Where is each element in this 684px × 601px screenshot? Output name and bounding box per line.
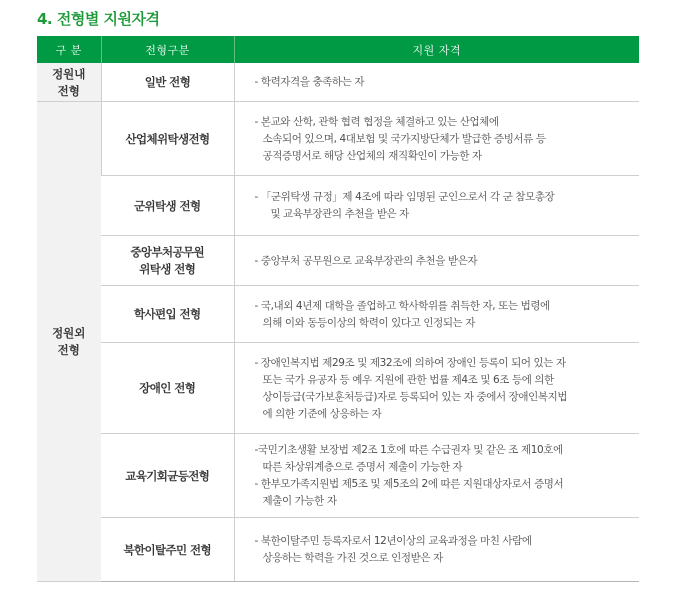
qualification: - 장애인복지법 제29조 및 제32조에 의하여 장애인 등록이 되어 있는 자 또는 국가 유공자 등 예우 지원에 관한 법률 제4조 및 6조 등에 의한 상이등급(국가보훈처등급)자로 등록되어 있는 자 중에서 장애인복지법 에 의한 기준에 상응하는 자: [234, 343, 639, 434]
qualification: - 국,내외 4년제 대학을 졸업하고 학사학위를 취득한 자, 또는 법령에 의해 이와 동등이상의 학력이 있다고 인정되는 자: [234, 286, 639, 343]
qualification: - 「군위탁생 규정」제 4조에 따라 임명된 군인으로서 각 군 참모총장 및 교육부장관의 추천을 받은 자: [234, 176, 639, 236]
section-title: 4. 전형별 지원자격: [37, 10, 160, 28]
table-row: [37, 434, 639, 518]
admission-type: 산업체위탁생전형: [101, 102, 234, 176]
table-row: [37, 518, 639, 582]
qualification: - 북한이탈주민 등록자로서 12년이상의 교육과정을 마친 사람에 상응하는 학력을 가진 것으로 인정받은 자: [234, 518, 639, 582]
table-header-row: [37, 36, 639, 63]
admission-type: 일반 전형: [101, 63, 234, 102]
admission-type: 교육기회균등전형: [101, 434, 234, 518]
table-row: [37, 176, 639, 236]
header-qualification: 지원 자격: [234, 36, 639, 63]
table-row: [37, 236, 639, 286]
table-row: [37, 286, 639, 343]
qualification: - 중앙부처 공무원으로 교육부장관의 추천을 받은자: [234, 236, 639, 286]
table-row: [37, 102, 639, 176]
admission-type: 학사편입 전형: [101, 286, 234, 343]
qualification: - 본교와 산학, 관학 협력 협정을 체결하고 있는 산업체에 소속되어 있으며, 4대보험 및 국가지방단체가 발급한 증빙서류 등 공적증명서로 해당 산업체의 재직확인이 가능한 자: [234, 102, 639, 176]
qualification: -국민기초생활 보장법 제2조 1호에 따른 수급권자 및 같은 조 제10호에 따른 차상위계층으로 증명서 제출이 가능한 자 - 한부모가족지원법 제5조 및 제5조의 2에 따른 지원대상자로서 증명서 제출이 가능한 자: [234, 434, 639, 518]
admission-type: 군위탁생 전형: [101, 176, 234, 236]
category-extra: 정원외 전형: [37, 102, 101, 582]
admission-type: 중앙부처공무원 위탁생 전형: [101, 236, 234, 286]
eligibility-table: [37, 36, 639, 582]
category-regular: 정원내 전형: [37, 63, 101, 102]
table-row: [37, 63, 639, 102]
header-admission-type: 전형구분: [101, 36, 234, 63]
admission-type: 장애인 전형: [101, 343, 234, 434]
qualification: - 학력자격을 충족하는 자: [234, 63, 639, 102]
admission-type: 북한이탈주민 전형: [101, 518, 234, 582]
header-category: 구 분: [37, 36, 101, 63]
table-row: [37, 343, 639, 434]
